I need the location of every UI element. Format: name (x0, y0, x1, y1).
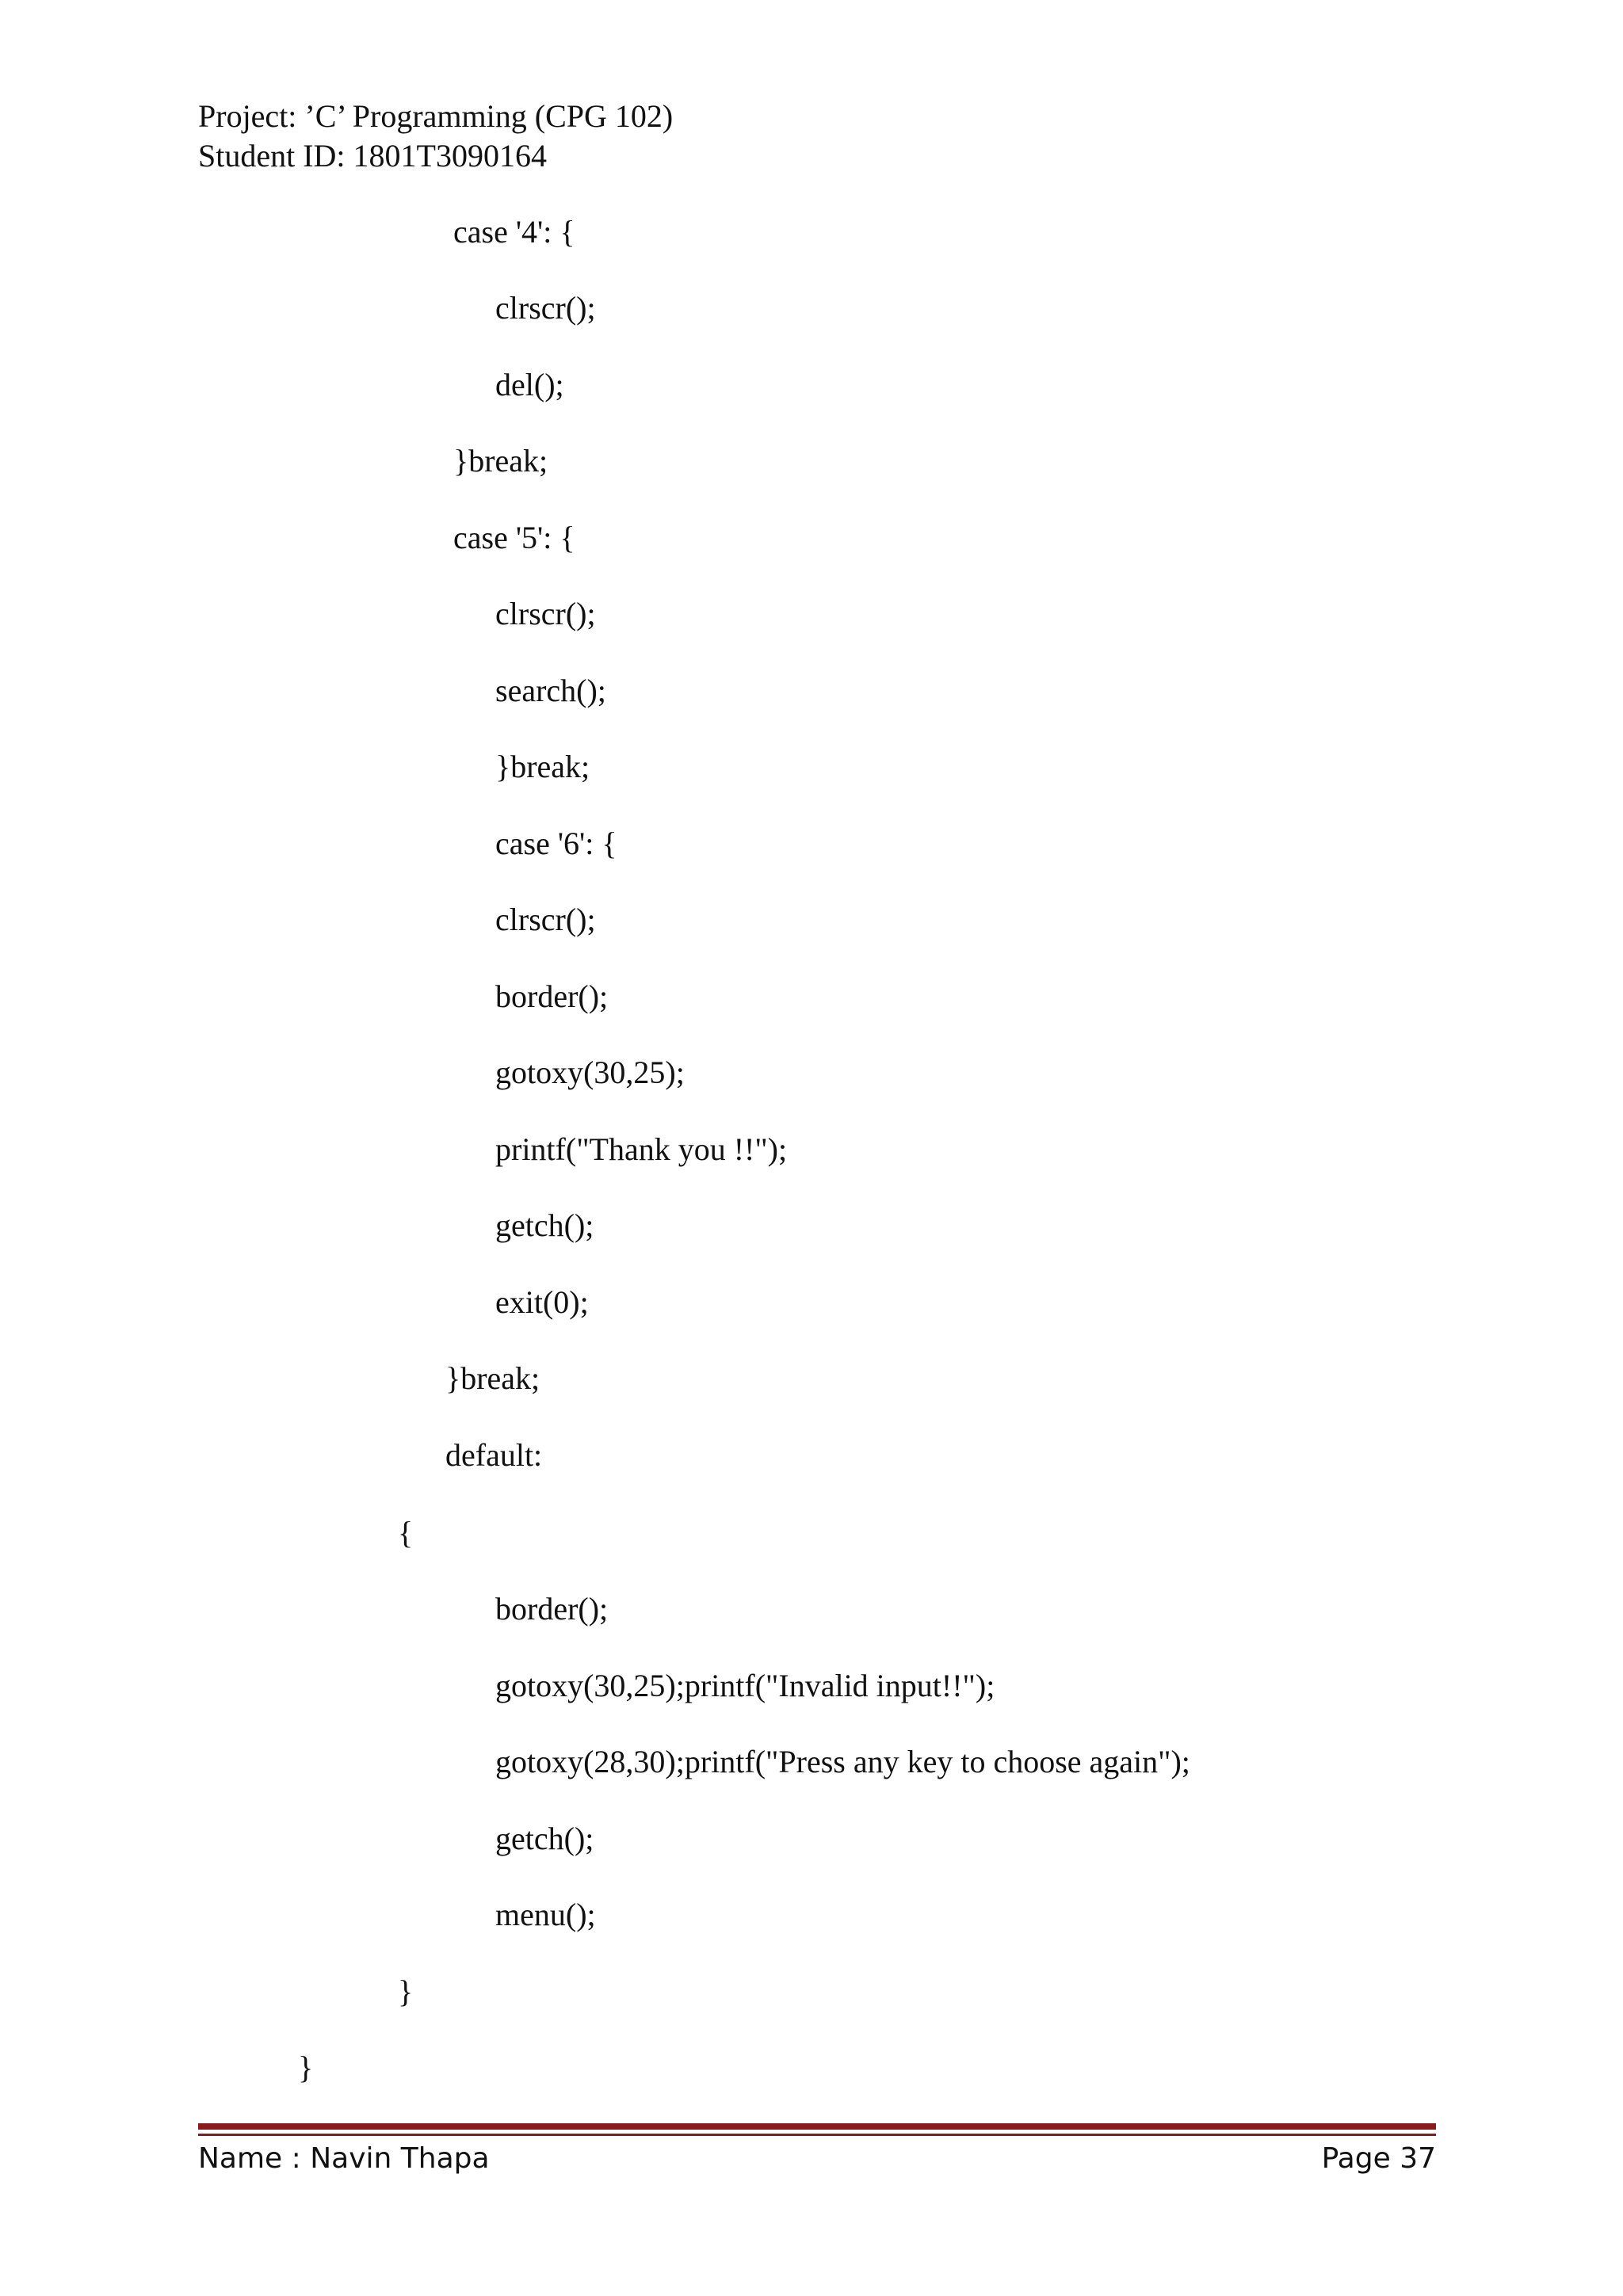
code-line: getch(); (495, 1821, 594, 1856)
code-line: border(); (495, 978, 609, 1014)
code-line: gotoxy(30,25); (495, 1055, 685, 1090)
code-line: }break; (453, 443, 548, 479)
code-line: case '5': { (453, 520, 575, 555)
code-line: menu(); (495, 1897, 596, 1932)
code-line: getch(); (495, 1207, 594, 1243)
code-line: case '6': { (495, 826, 617, 861)
code-line: default: (445, 1437, 543, 1473)
code-line: gotoxy(30,25);printf("Invalid input!!"); (495, 1668, 995, 1703)
page-header (198, 97, 673, 176)
footer-divider-thick (198, 2123, 1436, 2130)
student-id: Student ID: 1801T3090164 (198, 138, 547, 174)
footer-page-number: Page 37 (1321, 2142, 1436, 2175)
code-line: search(); (495, 673, 606, 708)
code-line: }break; (495, 749, 590, 784)
footer-author-name: Name : Navin Thapa (198, 2142, 490, 2175)
code-line: }break; (445, 1360, 540, 1396)
code-line: } (298, 2050, 314, 2085)
code-line: { (398, 1515, 414, 1550)
code-line: border(); (495, 1591, 609, 1627)
code-line: del(); (495, 367, 564, 402)
code-line: case '4': { (453, 214, 575, 250)
code-line: printf("Thank you !!"); (495, 1131, 788, 1167)
code-line: clrscr(); (495, 902, 596, 937)
code-line: clrscr(); (495, 596, 596, 631)
code-line: gotoxy(28,30);printf("Press any key to choose again"); (495, 1744, 1190, 1779)
project-title: Project: ’C’ Programming (CPG 102) (198, 98, 674, 134)
code-line: exit(0); (495, 1284, 589, 1320)
code-line: clrscr(); (495, 290, 596, 326)
footer-divider-thin (198, 2134, 1436, 2136)
code-line: } (398, 1974, 414, 2009)
